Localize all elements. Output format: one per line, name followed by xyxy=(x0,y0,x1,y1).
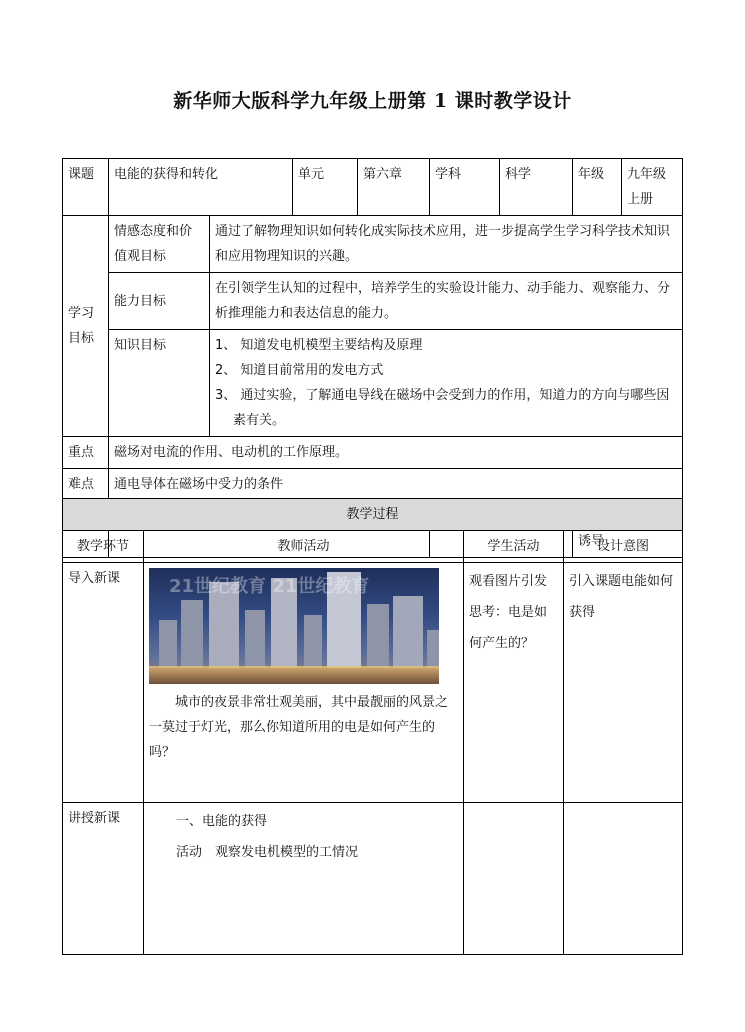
process-table xyxy=(62,498,683,955)
unit-value: 第六章 xyxy=(358,159,430,216)
subject-value: 科学 xyxy=(500,159,573,216)
stage-intro: 导入新课 xyxy=(63,563,144,803)
goal-name-attitude: 情感态度和价值观目标 xyxy=(109,216,210,273)
topic-value: 电能的获得和转化 xyxy=(109,159,293,216)
teacher-line: 一、电能的获得 xyxy=(176,814,268,829)
page-title: 新华师大版科学九年级上册第 1 课时教学设计 xyxy=(173,90,572,112)
student-activity-new-lesson xyxy=(464,803,564,955)
teacher-line: 活动 观察发电机模型的工情况 xyxy=(176,845,359,860)
goal-name-ability: 能力目标 xyxy=(109,273,210,330)
teacher-text-intro: 城市的夜景非常壮观美丽，其中最靓丽的风景之一莫过于灯光，那么你知道所用的电是如何产生的吗？ xyxy=(149,695,449,760)
goal-text-ability: 在引领学生认知的过程中，培养学生的实验设计能力、动手能力、观察能力、分析推理能力和表达信息的能力。 xyxy=(210,273,683,330)
header-teacher: 教师活动 xyxy=(144,531,464,563)
teach-method-value: 诱导 xyxy=(573,501,683,558)
key-point-row xyxy=(63,437,683,469)
header-stage: 教学环节 xyxy=(63,531,144,563)
difficulty-label: 难点 xyxy=(63,469,109,501)
process-title-row xyxy=(63,499,683,531)
design-intent-intro: 引入课题电能如何获得 xyxy=(564,563,683,803)
subject-label: 学科 xyxy=(430,159,500,216)
goal-row-knowledge xyxy=(63,330,683,437)
teacher-activity-new-lesson xyxy=(144,803,464,955)
knowledge-item: 3、 通过实验，了解通电导线在磁场中会受到力的作用，知道力的方向与哪些因素有关。 xyxy=(215,388,670,428)
topic-row xyxy=(63,159,683,216)
goal-name-knowledge: 知识目标 xyxy=(109,330,210,437)
city-night-image xyxy=(149,568,439,684)
goal-row-attitude xyxy=(63,216,683,273)
topic-label: 课题 xyxy=(63,159,109,216)
key-point-label: 重点 xyxy=(63,437,109,469)
student-activity-intro: 观看图片引发思考：电是如何产生的？ xyxy=(464,563,564,803)
stage-new-lesson: 讲授新课 xyxy=(63,803,144,955)
goals-label: 学习目标 xyxy=(63,216,109,437)
header-student: 学生活动 xyxy=(464,531,564,563)
difficulty-text: 通电导体在磁场中受力的条件 xyxy=(109,469,683,501)
teacher-activity-intro xyxy=(144,563,464,803)
knowledge-item: 2、 知道目前常用的发电方式 xyxy=(215,363,384,378)
process-header-row xyxy=(63,531,683,563)
goal-row-ability xyxy=(63,273,683,330)
design-intent-new-lesson xyxy=(564,803,683,955)
goal-list-knowledge xyxy=(210,330,683,437)
watermark: 21世纪教育 21世纪教育 xyxy=(169,576,370,597)
process-title: 教学过程 xyxy=(63,499,683,531)
goal-text-attitude: 通过了解物理知识如何转化成实际技术应用，进一步提高学生学习科学技术知识和应用物理知识的兴趣。 xyxy=(210,216,683,273)
grade-value: 九年级上册 xyxy=(622,159,683,216)
grade-label: 年级 xyxy=(573,159,622,216)
difficulty-row xyxy=(63,469,683,501)
process-row-intro xyxy=(63,563,683,803)
key-point-text: 磁场对电流的作用、电动机的工作原理。 xyxy=(109,437,683,469)
process-row-new-lesson xyxy=(63,803,683,955)
unit-label: 单元 xyxy=(293,159,358,216)
header-intent: 设计意图 xyxy=(564,531,683,563)
knowledge-item: 1、 知道发电机模型主要结构及原理 xyxy=(215,338,423,353)
